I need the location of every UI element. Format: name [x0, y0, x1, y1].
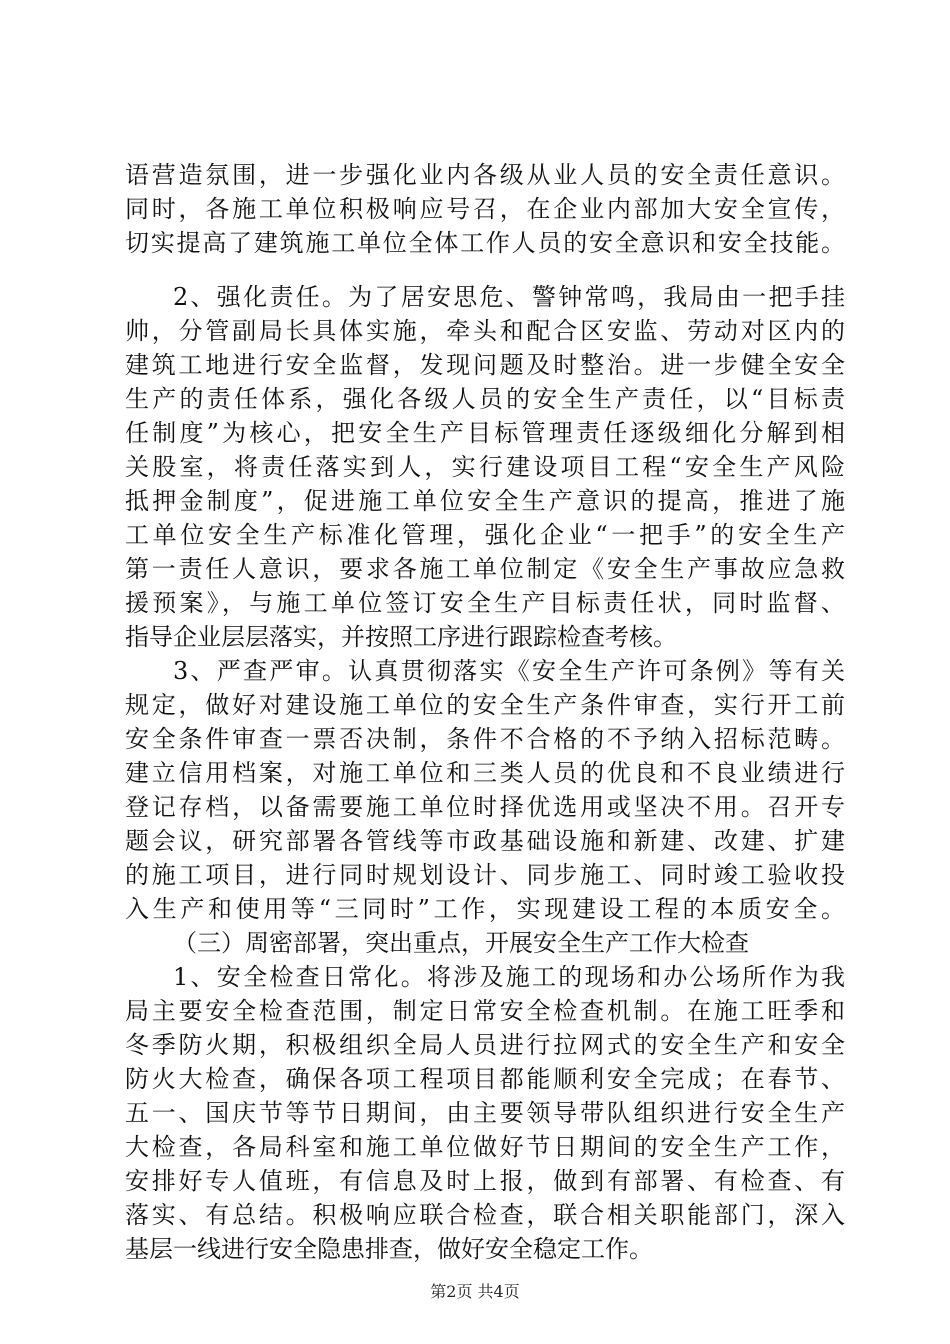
text-line: 生产的责任体系，强化各级人员的安全生产责任，以“目标责: [125, 385, 845, 413]
text-line: 安全条件审查一票否决制，条件不合格的不予纳入招标范畴。: [125, 725, 845, 753]
text-line: 指导企业层层落实，并按照工序进行跟踪检查考核。: [125, 623, 677, 651]
text-line: 第一责任人意识，要求各施工单位制定《安全生产事故应急救: [125, 555, 845, 583]
text-line: 基层一线进行安全隐患排查，做好安全稳定工作。: [125, 1235, 653, 1263]
text-line: 关股室，将责任落实到人，实行建设项目工程“安全生产风险: [125, 453, 845, 481]
text-line: 落实、有总结。积极响应联合检查，联合相关职能部门，深入: [125, 1201, 845, 1229]
text-line: 工单位安全生产标准化管理，强化企业“一把手”的安全生产: [125, 521, 845, 549]
text-line: 3、严查严审。认真贯彻落实《安全生产许可条例》等有关: [173, 657, 845, 685]
text-line: 安排好专人值班，有信息及时上报，做到有部署、有检查、有: [125, 1167, 845, 1195]
text-line: 抵押金制度”，促进施工单位安全生产意识的提高，推进了施: [125, 487, 845, 515]
text-line: 1、安全检查日常化。将涉及施工的现场和办公场所作为我: [173, 963, 845, 991]
text-line: 防火大检查，确保各项工程项目都能顺利安全完成；在春节、: [125, 1065, 845, 1093]
text-line: 援预案》，与施工单位签订安全生产目标责任状，同时监督、: [125, 589, 845, 617]
text-line: 入生产和使用等“三同时”工作，实现建设工程的本质安全。: [125, 895, 845, 923]
text-line: 规定，做好对建设施工单位的安全生产条件审查，实行开工前: [125, 691, 845, 719]
text-line: 同时，各施工单位积极响应号召，在企业内部加大安全宣传，: [125, 195, 845, 223]
text-line: 建筑工地进行安全监督，发现问题及时整治。进一步健全安全: [125, 351, 845, 379]
text-line: 任制度”为核心，把安全生产目标管理责任逐级细化分解到相: [125, 419, 845, 447]
section-heading: （三）周密部署，突出重点，开展安全生产工作大检查: [173, 929, 749, 957]
text-line: 2、强化责任。为了居安思危、警钟常鸣，我局由一把手挂: [173, 283, 845, 311]
text-line: 登记存档，以备需要施工单位时择优选用或坚决不用。召开专: [125, 793, 845, 821]
text-line: 局主要安全检查范围，制定日常安全检查机制。在施工旺季和: [125, 997, 845, 1025]
text-line: 切实提高了建筑施工单位全体工作人员的安全意识和安全技能。: [125, 229, 845, 257]
text-line: 帅，分管副局长具体实施，牵头和配合区安监、劳动对区内的: [125, 317, 845, 345]
text-line: 题会议，研究部署各管线等市政基础设施和新建、改建、扩建: [125, 827, 845, 855]
text-line: 语营造氛围，进一步强化业内各级从业人员的安全责任意识。: [125, 161, 845, 189]
text-line: 五一、国庆节等节日期间，由主要领导带队组织进行安全生产: [125, 1099, 845, 1127]
text-line: 建立信用档案，对施工单位和三类人员的优良和不良业绩进行: [125, 759, 845, 787]
text-line: 大检查，各局科室和施工单位做好节日期间的安全生产工作，: [125, 1133, 845, 1161]
text-line: 的施工项目，进行同时规划设计、同步施工、同时竣工验收投: [125, 861, 845, 889]
page-footer: 第2页 共4页: [430, 1282, 520, 1301]
text-line: 冬季防火期，积极组织全局人员进行拉网式的安全生产和安全: [125, 1031, 845, 1059]
